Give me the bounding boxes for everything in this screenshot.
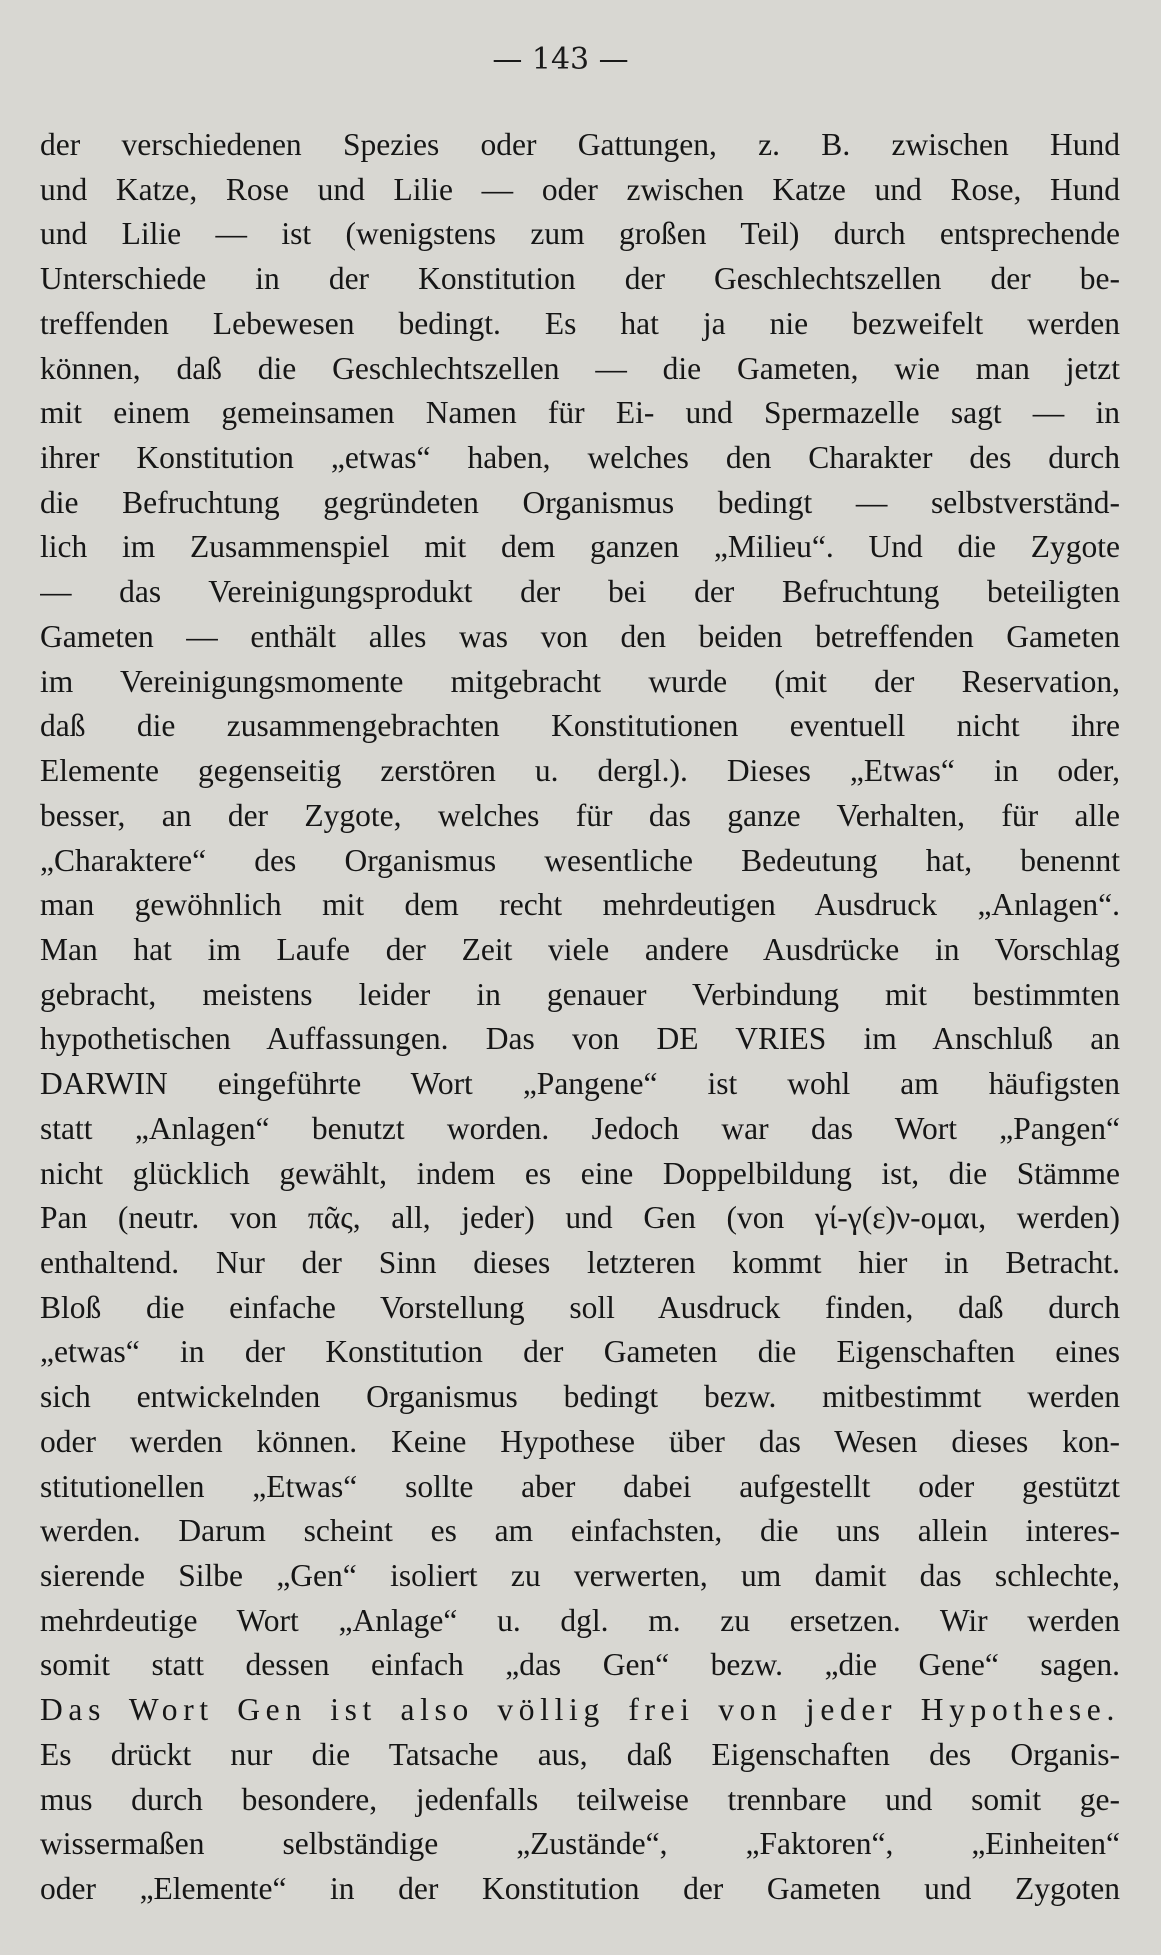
text-line: die Befruchtung gegründeten Organismus bedingt — selbstverständ- [40, 484, 1120, 520]
text-line: mehrdeutige Wort „Anlage“ u. dgl. m. zu ersetzen. Wir werden [40, 1602, 1120, 1638]
text-line: treffenden Lebewesen bedingt. Es hat ja nie bezweifelt werden [40, 305, 1120, 341]
text-line: gebracht, meistens leider in genauer Verbindung mit bestimmten [40, 976, 1120, 1012]
text-line: mus durch besondere, jedenfalls teilweise trennbare und somit ge- [40, 1781, 1120, 1817]
text-line: Pan (neutr. von πᾶς, all, jeder) und Gen (von γί-γ(ε)ν-ομαι, werden) [40, 1200, 1120, 1236]
text-line: hypothetischen Auffassungen. Das von DE VRIES im Anschluß an [40, 1021, 1120, 1057]
text-line: „etwas“ in der Konstitution der Gameten die Eigenschaften eines [40, 1334, 1120, 1370]
text-line: enthaltend. Nur der Sinn dieses letzteren kommt hier in Betracht. [40, 1244, 1120, 1280]
page-number: — 143 — [492, 42, 629, 77]
text-line: oder werden können. Keine Hypothese über das Wesen dieses kon- [40, 1423, 1120, 1459]
body-text [40, 123, 1120, 1912]
text-line: nicht glücklich gewählt, indem es eine Doppelbildung ist, die Stämme [40, 1155, 1120, 1191]
text-line: im Vereinigungsmomente mitgebracht wurde (mit der Reservation, [40, 663, 1120, 699]
text-line: sich entwickelnden Organismus bedingt bezw. mitbestimmt werden [40, 1379, 1120, 1415]
text-line: DARWIN eingeführte Wort „Pangene“ ist wohl am häufigsten [40, 1066, 1120, 1102]
text-line: lich im Zusammenspiel mit dem ganzen „Milieu“. Und die Zygote [40, 529, 1120, 565]
text-line: besser, an der Zygote, welches für das ganze Verhalten, für alle [40, 797, 1120, 833]
text-line: daß die zusammengebrachten Konstitutionen eventuell nicht ihre [40, 708, 1120, 744]
text-line: können, daß die Geschlechtszellen — die Gameten, wie man jetzt [40, 350, 1120, 386]
text-line: — das Vereinigungsprodukt der bei der Befruchtung beteiligten [40, 574, 1120, 610]
text-line: Gameten — enthält alles was von den beiden betreffenden Gameten [40, 618, 1120, 654]
text-line: ihrer Konstitution „etwas“ haben, welches den Charakter des durch [40, 440, 1120, 476]
text-line: stitutionellen „Etwas“ sollte aber dabei aufgestellt oder gestützt [40, 1468, 1120, 1504]
text-line: Es drückt nur die Tatsache aus, daß Eigenschaften des Organis- [40, 1736, 1120, 1772]
text-line: und Lilie — ist (wenigstens zum großen Teil) durch entsprechende [40, 216, 1120, 252]
text-line: Bloß die einfache Vorstellung soll Ausdruck finden, daß durch [40, 1289, 1120, 1325]
text-line: Unterschiede in der Konstitution der Geschlechtszellen der be- [40, 261, 1120, 297]
text-line: der verschiedenen Spezies oder Gattungen, z. B. zwischen Hund [40, 127, 1120, 162]
text-line: „Charaktere“ des Organismus wesentliche Bedeutung hat, benennt [40, 842, 1120, 878]
text-line: statt „Anlagen“ benutzt worden. Jedoch war das Wort „Pangen“ [40, 1110, 1120, 1146]
text-line: und Katze, Rose und Lilie — oder zwischen Katze und Rose, Hund [40, 171, 1120, 207]
text-line: oder „Elemente“ in der Konstitution der Gameten und Zygoten [40, 1871, 1120, 1907]
text-line: sierende Silbe „Gen“ isoliert zu verwerten, um damit das schlechte, [40, 1558, 1120, 1593]
text-line: man gewöhnlich mit dem recht mehrdeutigen Ausdruck „Anlagen“. [40, 887, 1120, 923]
text-line: wissermaßen selbständige „Zustände“, „Faktoren“, „Einheiten“ [40, 1826, 1120, 1862]
text-line: Man hat im Laufe der Zeit viele andere Ausdrücke in Vorschlag [40, 931, 1120, 967]
text-line: somit statt dessen einfach „das Gen“ bezw. „die Gene“ sagen. [40, 1647, 1120, 1683]
text-line: werden. Darum scheint es am einfachsten, die uns allein interes- [40, 1513, 1120, 1549]
text-line: Das Wort Gen ist also völlig frei von jeder Hypothese. [40, 1692, 1120, 1728]
text-line: Elemente gegenseitig zerstören u. dergl.). Dieses „Etwas“ in oder, [40, 753, 1120, 789]
text-line: mit einem gemeinsamen Namen für Ei- und Spermazelle sagt — in [40, 395, 1120, 431]
